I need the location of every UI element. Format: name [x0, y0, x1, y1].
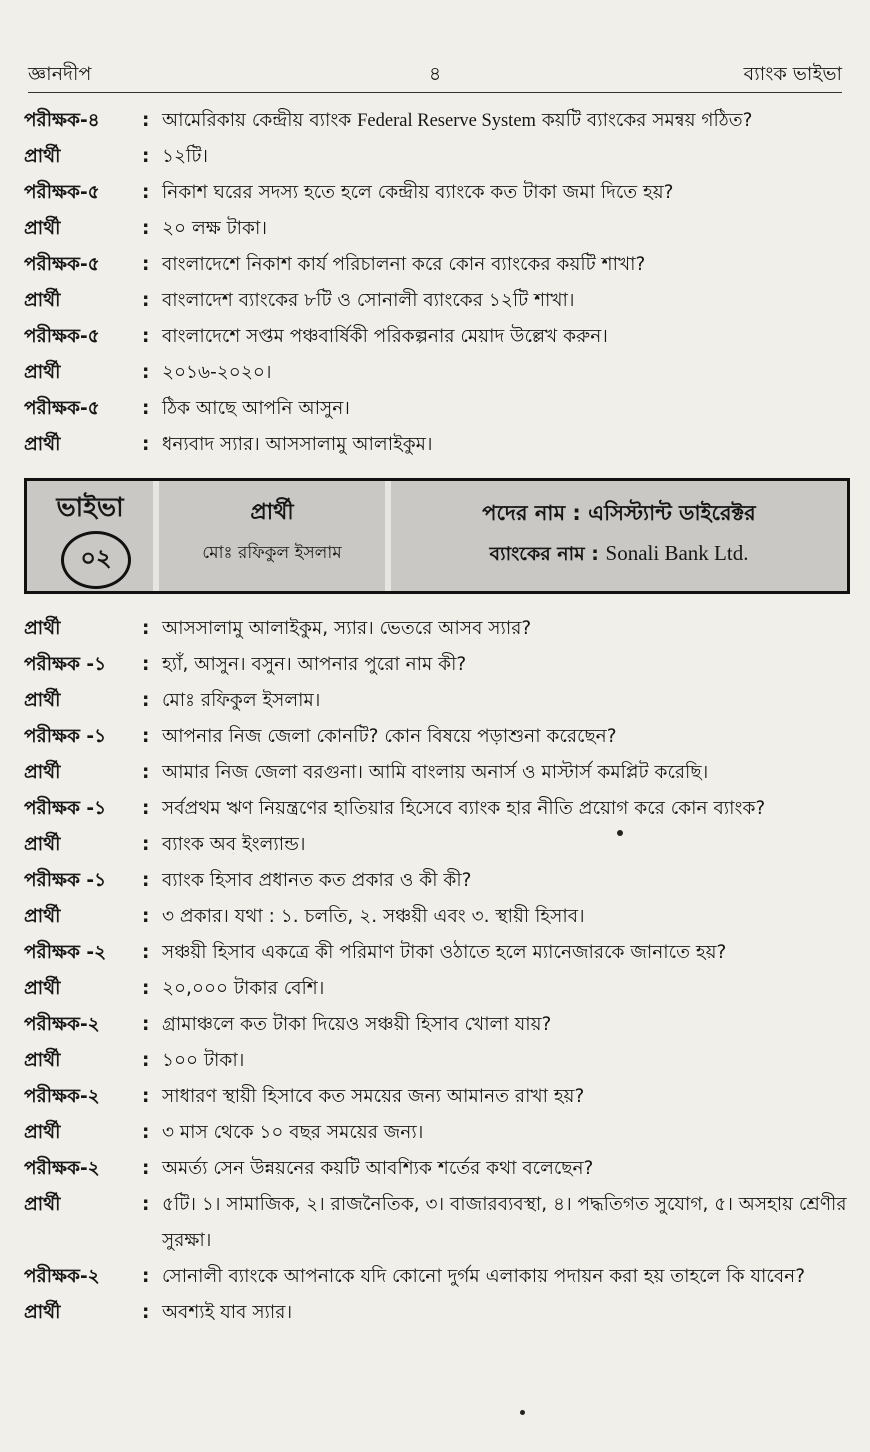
separator: : — [142, 254, 150, 275]
dialogue-row — [24, 647, 850, 683]
speaker-label: পরীক্ষক -১ — [24, 726, 107, 747]
separator: : — [142, 690, 150, 711]
separator: : — [142, 146, 150, 167]
post-name: পদের নাম : এসিস্ট্যান্ট ডাইরেক্টর — [482, 501, 756, 525]
dialogue-text: ৩ প্রকার। যথা : ১. চলতি, ২. সঞ্চয়ী এবং ৩. স্থায়ী হিসাব। — [162, 906, 585, 927]
separator: : — [142, 978, 150, 999]
dialogue-row — [24, 899, 850, 935]
dialogue-text: হ্যাঁ, আসুন। বসুন। আপনার পুরো নাম কী? — [162, 654, 467, 675]
dialogue-text: আসসালামু আলাইকুম, স্যার। ভেতরে আসব স্যার? — [162, 618, 532, 639]
dialogue-row — [24, 683, 850, 719]
dialogue-row — [24, 175, 850, 211]
speaker-label: প্রার্থী — [24, 1050, 61, 1071]
separator: : — [142, 1194, 150, 1215]
speaker-label: প্রার্থী — [24, 290, 61, 311]
dialogue-text: গ্রামাঞ্চলে কত টাকা দিয়েও সঞ্চয়ী হিসাব খোলা যায়? — [162, 1014, 552, 1035]
qa-block-continued — [24, 103, 850, 463]
speaker-label: পরীক্ষক-২ — [24, 1014, 100, 1035]
dialogue-text — [162, 103, 850, 139]
dialogue-text: মোঃ রফিকুল ইসলাম। — [162, 690, 321, 711]
dialogue-text: আপনার নিজ জেলা কোনটি? কোন বিষয়ে পড়াশুনা করেছেন? — [162, 726, 617, 747]
speaker-label: প্রার্থী — [24, 1194, 61, 1215]
separator: : — [142, 434, 150, 455]
dialogue-text: ৩ মাস থেকে ১০ বছর সময়ের জন্য। — [162, 1122, 424, 1143]
dialogue-row — [24, 1115, 850, 1151]
separator: : — [142, 762, 150, 783]
separator: : — [142, 1302, 150, 1323]
separator: : — [142, 182, 150, 203]
separator: : — [142, 1086, 150, 1107]
dialogue-text: ধন্যবাদ স্যার। আসসালামু আলাইকুম। — [162, 434, 433, 455]
dialogue-text: ২০,০০০ টাকার বেশি। — [162, 978, 325, 999]
speaker-label: প্রার্থী — [24, 146, 61, 167]
dialogue-row — [24, 211, 850, 247]
speaker-label: পরীক্ষক-৫ — [24, 254, 100, 275]
dialogue-row — [24, 827, 850, 863]
speaker-label: পরীক্ষক -১ — [24, 654, 107, 675]
speaker-label: পরীক্ষক-২ — [24, 1158, 100, 1179]
dialogue-row — [24, 791, 850, 827]
dialogue-row — [24, 139, 850, 175]
separator: : — [142, 798, 150, 819]
viva-number-badge: ০২ — [61, 531, 131, 589]
dialogue-row — [24, 1259, 850, 1295]
speaker-label: প্রার্থী — [24, 906, 61, 927]
speaker-label: পরীক্ষক-২ — [24, 1266, 100, 1287]
dialogue-row — [24, 103, 850, 139]
viva-banner — [24, 478, 850, 594]
dialogue-text: ১০০ টাকা। — [162, 1050, 245, 1071]
separator: : — [142, 326, 150, 347]
dialogue-row — [24, 1079, 850, 1115]
speaker-label: পরীক্ষক -১ — [24, 870, 107, 891]
speaker-label: পরীক্ষক-৫ — [24, 182, 100, 203]
speaker-label: প্রার্থী — [24, 1122, 61, 1143]
dialogue-text: বাংলাদেশে সপ্তম পঞ্চবার্ষিকী পরিকল্পনার মেয়াদ উল্লেখ করুন। — [162, 326, 608, 347]
separator: : — [142, 1122, 150, 1143]
dialogue-row — [24, 863, 850, 899]
dialogue-row — [24, 283, 850, 319]
dialogue-row — [24, 755, 850, 791]
dialogue-text: ২০ লক্ষ টাকা। — [162, 218, 267, 239]
separator: : — [142, 1014, 150, 1035]
print-speck — [520, 1410, 525, 1415]
separator: : — [142, 218, 150, 239]
separator: : — [142, 1158, 150, 1179]
dialogue-text: বাংলাদেশে নিকাশ কার্য পরিচালনা করে কোন ব্যাংকের কয়টি শাখা? — [162, 254, 646, 275]
candidate-label: প্রার্থী — [250, 500, 294, 525]
dialogue-text: ৫টি। ১। সামাজিক, ২। রাজনৈতিক, ৩। বাজারব্যবস্থা, ৪। পদ্ধতিগত সুযোগ, ৫। অসহায় শ্রেণীর সুরক্ষা। — [162, 1194, 847, 1251]
separator: : — [142, 618, 150, 639]
candidate-cell — [159, 481, 391, 591]
dialogue-row — [24, 1151, 850, 1187]
dialogue-text: সোনালী ব্যাংকে আপনাকে যদি কোনো দুর্গম এলাকায় পদায়ন করা হয় তাহলে কি যাবেন? — [162, 1266, 806, 1287]
dialogue-text: অমর্ত্য সেন উন্নয়নের কয়টি আবশ্যিক শর্তের কথা বলেছেন? — [162, 1158, 594, 1179]
separator: : — [142, 654, 150, 675]
separator: : — [142, 942, 150, 963]
dialogue-text-part: কয়টি ব্যাংকের সমন্বয় গঠিত? — [535, 110, 753, 131]
speaker-label: প্রার্থী — [24, 762, 61, 783]
dialogue-text: ২০১৬-২০২০। — [162, 362, 272, 383]
section-title: ব্যাংক ভাইভা — [743, 63, 842, 85]
speaker-label: পরীক্ষক -২ — [24, 942, 107, 963]
speaker-label: প্রার্থী — [24, 834, 61, 855]
separator: : — [142, 362, 150, 383]
dialogue-row — [24, 427, 850, 463]
bank-name-line — [391, 540, 847, 572]
dialogue-row — [24, 391, 850, 427]
dialogue-text: আমার নিজ জেলা বরগুনা। আমি বাংলায় অনার্স ও মাস্টার্স কমপ্লিট করেছি। — [162, 762, 709, 783]
speaker-label: পরীক্ষক-৪ — [24, 110, 100, 131]
english-term: Federal Reserve System — [357, 111, 536, 131]
dialogue-row — [24, 1187, 850, 1259]
separator: : — [142, 398, 150, 419]
dialogue-row — [24, 719, 850, 755]
separator: : — [142, 1050, 150, 1071]
dialogue-row — [24, 1043, 850, 1079]
dialogue-text: অবশ্যই যাব স্যার। — [162, 1302, 293, 1323]
speaker-label: প্রার্থী — [24, 218, 61, 239]
speaker-label: প্রার্থী — [24, 618, 61, 639]
page-number: ৪ — [428, 63, 442, 85]
speaker-label: প্রার্থী — [24, 690, 61, 711]
dialogue-text: সঞ্চয়ী হিসাব একত্রে কী পরিমাণ টাকা ওঠাতে হলে ম্যানেজারকে জানাতে হয়? — [162, 942, 727, 963]
dialogue-row — [24, 1007, 850, 1043]
bank-label: ব্যাংকের নাম : — [489, 543, 606, 565]
dialogue-text: বাংলাদেশ ব্যাংকের ৮টি ও সোনালী ব্যাংকের ১২টি শাখা। — [162, 290, 575, 311]
separator: : — [142, 906, 150, 927]
dialogue-text: ব্যাংক অব ইংল্যান্ড। — [162, 834, 306, 855]
dialogue-text-part: আমেরিকায় কেন্দ্রীয় ব্যাংক — [162, 110, 358, 131]
dialogue-text: সর্বপ্রথম ঋণ নিয়ন্ত্রণের হাতিয়ার হিসেবে ব্যাংক হার নীতি প্রয়োগ করে কোন ব্যাংক? — [162, 798, 766, 819]
separator: : — [142, 110, 150, 131]
dialogue-row — [24, 319, 850, 355]
dialogue-row — [24, 611, 850, 647]
speaker-label: প্রার্থী — [24, 434, 61, 455]
dialogue-row — [24, 971, 850, 1007]
speaker-label: পরীক্ষক-৫ — [24, 398, 100, 419]
separator: : — [142, 834, 150, 855]
separator: : — [142, 726, 150, 747]
page-header — [28, 58, 842, 93]
dialogue-text: নিকাশ ঘরের সদস্য হতে হলে কেন্দ্রীয় ব্যাংকে কত টাকা জমা দিতে হয়? — [162, 182, 674, 203]
viva-number-cell — [27, 481, 159, 591]
dialogue-row — [24, 247, 850, 283]
separator: : — [142, 290, 150, 311]
dialogue-text: সাধারণ স্থায়ী হিসাবে কত সময়ের জন্য আমানত রাখা হয়? — [162, 1086, 585, 1107]
speaker-label: প্রার্থী — [24, 362, 61, 383]
post-cell — [391, 481, 847, 591]
dialogue-text: ঠিক আছে আপনি আসুন। — [162, 398, 350, 419]
viva-label: ভাইভা — [56, 493, 124, 523]
dialogue-row — [24, 1295, 850, 1331]
print-speck — [617, 830, 623, 836]
dialogue-row — [24, 935, 850, 971]
book-title: জ্ঞানদীপ — [28, 63, 92, 85]
speaker-label: প্রার্থী — [24, 1302, 61, 1323]
speaker-label: প্রার্থী — [24, 978, 61, 999]
speaker-label: পরীক্ষক-২ — [24, 1086, 100, 1107]
separator: : — [142, 870, 150, 891]
speaker-label: পরীক্ষক-৫ — [24, 326, 100, 347]
dialogue-text: ১২টি। — [162, 146, 209, 167]
candidate-name: মোঃ রফিকুল ইসলাম — [202, 543, 342, 563]
dialogue-text: ব্যাংক হিসাব প্রধানত কত প্রকার ও কী কী? — [162, 870, 472, 891]
dialogue-row — [24, 355, 850, 391]
qa-block-viva-02 — [24, 611, 850, 1331]
separator: : — [142, 1266, 150, 1287]
bank-name: Sonali Bank Ltd. — [605, 541, 749, 565]
speaker-label: পরীক্ষক -১ — [24, 798, 107, 819]
